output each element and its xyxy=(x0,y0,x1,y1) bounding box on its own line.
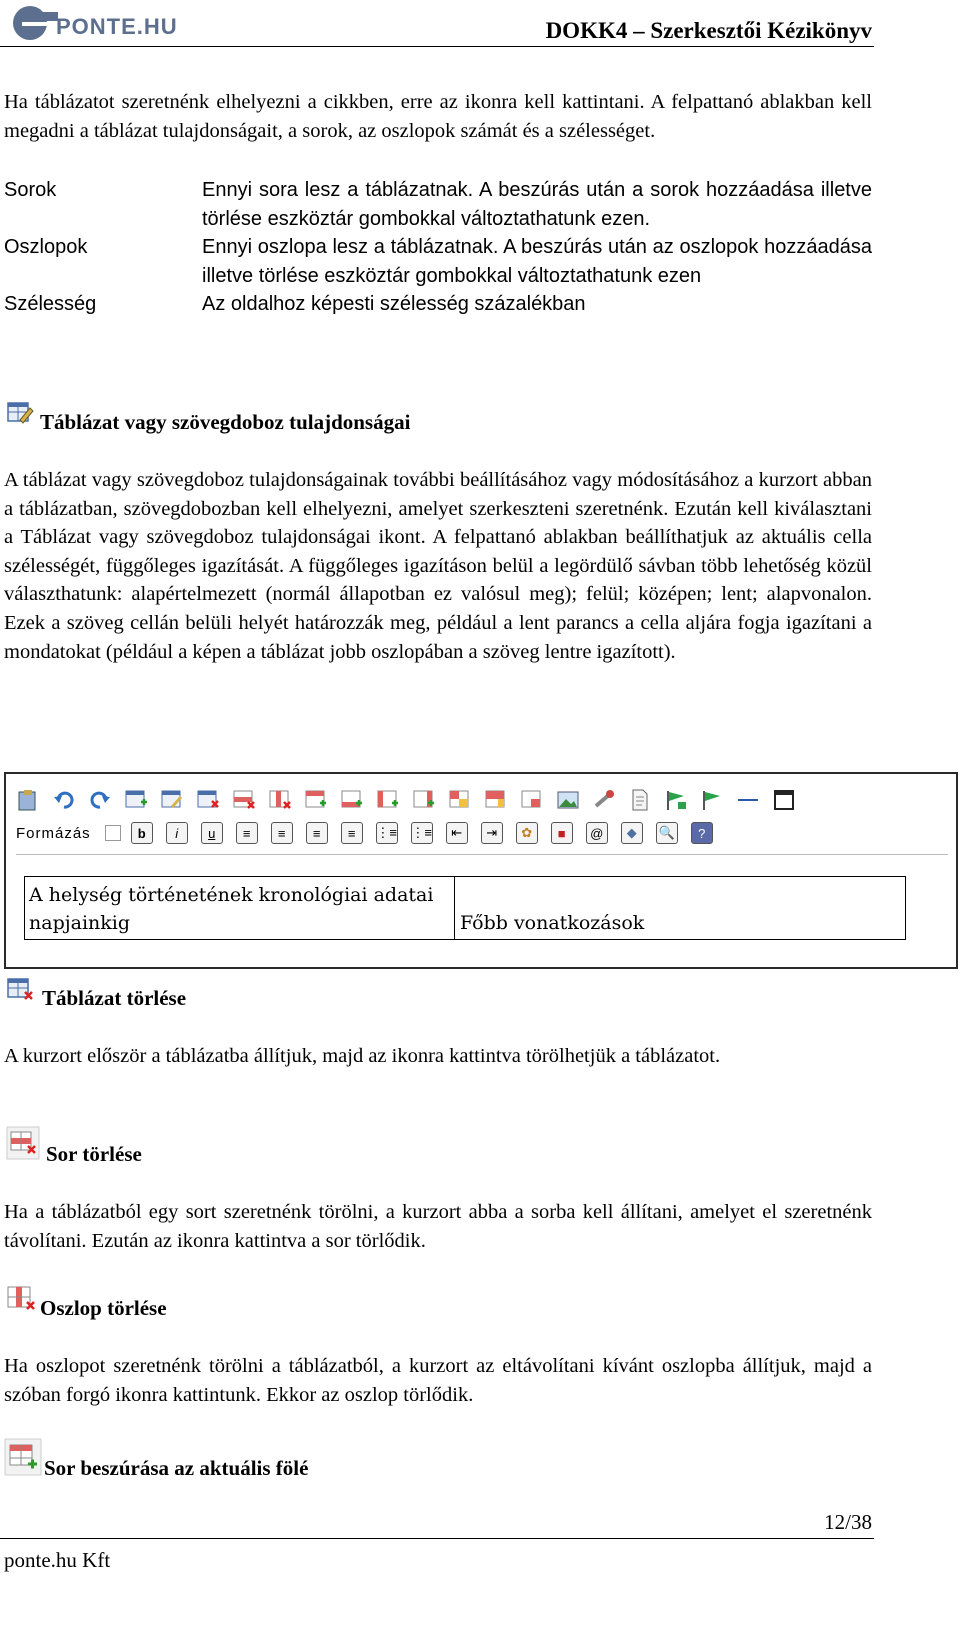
ponte-logo xyxy=(8,4,186,42)
column-delete-icon xyxy=(6,1284,38,1314)
table-edit-icon xyxy=(6,400,34,426)
row-delete-icon[interactable] xyxy=(232,788,256,812)
paste-icon[interactable] xyxy=(16,788,40,812)
section-body-properties: A táblázat vagy szövegdoboz tulajdonságainak további beállításához vagy módosításához a kurzort abban a táblázatban, szövegdobozban kell elhelyezni, amelyet szerkeszteni szeretnénk. Ezután kell kiválasztani a Táblázat vagy szövegdoboz tulajdonságai ikont. A felpattanó ablakban beállíthatjuk az aktuális cella szélességét, függőleges igazítását. A függőleges igazításon belül a legördülő sávban több lehetőség közül választhatunk: alapértelmezett (normál állapotban ez valósul meg); felül; középen; lent; alapvonalon. Ezek a szöveg cellán belüli helyét határozzák meg, például a lent parancs a cella aljára fogja igazítani a mondatokat (például a képen a táblázat jobb oszlopában a szöveg lentre igazított). xyxy=(4,469,872,663)
definition-term: Oszlopok xyxy=(4,236,88,259)
redo-icon[interactable] xyxy=(88,788,112,812)
image-icon[interactable] xyxy=(556,788,580,812)
row-delete-icon xyxy=(6,1126,40,1160)
cell-split-icon[interactable] xyxy=(448,788,472,812)
email-button[interactable]: @ xyxy=(586,822,608,844)
section-body-delete-column: Ha oszlopot szeretnénk törölni a táblázatból, a kurzort az eltávolítani kívánt oszlopba állítjuk, majd a szóban forgó ikonra kattintunk. Ekkor az oszlop törlődik. xyxy=(4,1355,872,1406)
editor-screenshot xyxy=(4,772,958,969)
section-body-delete-table: A kurzort először a táblázatba állítjuk, majd az ikonra kattintva törölhetjük a táblázatot. xyxy=(4,1045,721,1067)
table-edit-icon[interactable] xyxy=(160,788,184,812)
section-heading-delete-row: Sor törlése xyxy=(46,1142,142,1166)
link-icon[interactable] xyxy=(592,788,616,812)
align-justify-button[interactable]: ≡ xyxy=(341,822,363,844)
intro-paragraph: Ha táblázatot szeretnénk elhelyezni a cikkben, erre az ikonra kell kattintani. A felpattanó ablakban kell megadni a táblázat tulajdonságait, a sorok, az oszlopok számát és a szélességet. xyxy=(4,91,872,142)
definition-text: Ennyi oszlopa lesz a táblázatnak. A beszúrás után az oszlopok hozzáadása illetve törlése eszköztár gombokkal változtathatunk ezen xyxy=(202,236,872,287)
demo-table-cell-left[interactable]: A helység történetének kronológiai adatai napjainkig xyxy=(25,877,455,939)
demo-table[interactable] xyxy=(24,876,906,940)
header-divider xyxy=(0,46,874,47)
color-picker-button[interactable]: ✿ xyxy=(516,822,538,844)
demo-table-cell-right[interactable] xyxy=(456,877,905,939)
underline-button[interactable]: u xyxy=(201,822,223,844)
definition-rows xyxy=(4,176,872,233)
definition-text: Ennyi sora lesz a táblázatnak. A beszúrás után a sorok hozzáadása illetve törlése eszköztár gombokkal változtathatunk ezen. xyxy=(202,179,872,230)
table-delete-icon xyxy=(6,976,34,1002)
footer-company: ponte.hu Kft xyxy=(4,1548,111,1572)
column-insert-left-icon[interactable] xyxy=(376,788,400,812)
document-title: DOKK4 – Szerkesztői Kézikönyv xyxy=(545,18,872,43)
row-insert-above-icon[interactable] xyxy=(304,788,328,812)
footer-divider xyxy=(0,1538,874,1539)
flag-icon[interactable] xyxy=(664,788,688,812)
italic-button[interactable]: i xyxy=(166,822,188,844)
align-left-button[interactable]: ≡ xyxy=(236,822,258,844)
definition-text: Az oldalhoz képesti szélesség százalékban xyxy=(202,293,586,316)
definition-rows xyxy=(4,290,872,319)
horizontal-rule-icon[interactable] xyxy=(736,788,760,812)
editor-toolbar-format xyxy=(16,822,726,844)
search-icon[interactable]: 🔍 xyxy=(656,822,678,844)
cell-props-icon[interactable] xyxy=(520,788,544,812)
anchor-button[interactable]: ■ xyxy=(551,822,573,844)
definition-term: Szélesség xyxy=(4,293,97,316)
outdent-button[interactable]: ⇤ xyxy=(446,822,468,844)
editor-toolbar-top xyxy=(16,788,808,812)
indent-button[interactable]: ⇥ xyxy=(481,822,503,844)
column-insert-right-icon[interactable] xyxy=(412,788,436,812)
fullscreen-icon[interactable] xyxy=(772,788,796,812)
svg-text:PONTE.HU: PONTE.HU xyxy=(56,14,178,39)
help-icon[interactable]: ? xyxy=(691,822,713,844)
document-icon[interactable] xyxy=(628,788,652,812)
format-dropdown[interactable] xyxy=(105,825,121,841)
row-insert-above-icon xyxy=(4,1438,42,1476)
column-delete-icon[interactable] xyxy=(268,788,292,812)
section-heading-properties: Táblázat vagy szövegdoboz tulajdonságai xyxy=(40,410,411,434)
bullet-list-button[interactable]: ⋮≡ xyxy=(376,822,398,844)
section-heading-delete-table: Táblázat törlése xyxy=(42,986,187,1010)
definition-rows xyxy=(4,233,872,290)
definition-list xyxy=(4,176,872,319)
page-number: 12/38 xyxy=(824,1510,872,1534)
undo-icon[interactable] xyxy=(52,788,76,812)
section-body-delete-row: Ha a táblázatból egy sort szeretnénk törölni, a kurzort abba a sorba kell állítani, amelyet el szeretnénk távolítani. Ezután az ikonra kattintva a sor törlődik. xyxy=(4,1201,872,1252)
special-char-button[interactable]: ◆ xyxy=(621,822,643,844)
format-label: Formázás xyxy=(16,824,91,842)
cell-merge-icon[interactable] xyxy=(484,788,508,812)
align-center-button[interactable]: ≡ xyxy=(271,822,293,844)
align-right-button[interactable]: ≡ xyxy=(306,822,328,844)
table-delete-icon[interactable] xyxy=(196,788,220,812)
demo-table-cell-right-text: Főbb vonatkozások xyxy=(460,912,645,934)
definition-term: Sorok xyxy=(4,179,57,201)
bookmark-icon[interactable] xyxy=(700,788,724,812)
section-heading-insert-row-above: Sor beszúrása az aktuális fölé xyxy=(44,1456,309,1480)
table-insert-icon[interactable] xyxy=(124,788,148,812)
numbered-list-button[interactable]: ⋮≡ xyxy=(411,822,433,844)
row-insert-below-icon[interactable] xyxy=(340,788,364,812)
bold-button[interactable]: b xyxy=(131,822,153,844)
section-heading-delete-column: Oszlop törlése xyxy=(40,1296,167,1320)
